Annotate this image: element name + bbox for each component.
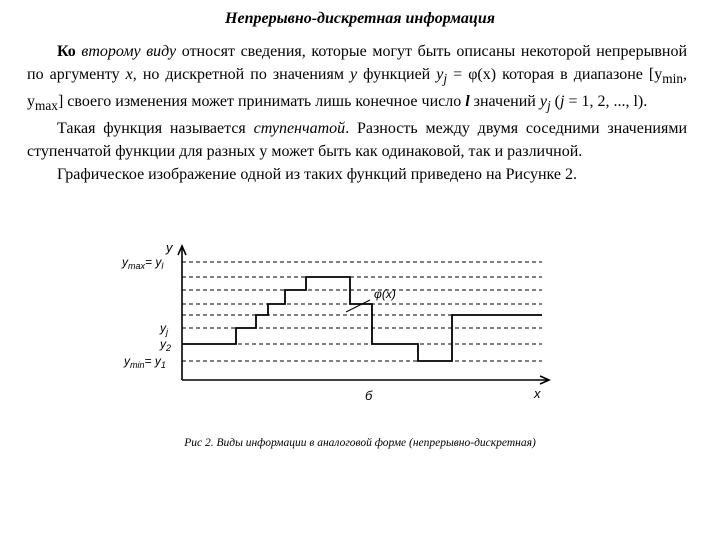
figure-sublabel: б [365,388,373,403]
label-yj: $y_j$ [160,321,168,337]
label-y2: $y_2$ [160,337,172,353]
step-function-line [182,277,542,361]
step-function-figure [120,240,560,415]
paragraph-1: Ко второму виду относят сведения, которые могут быть описаны некоторой непрерывной по аргументу x, но дискретной по значениям y функцией $y_j = \varphi(x)$ которая в диапазоне [$y_{min}$, $y_{max}$] своего изменения может принимать лишь конечное число l значений $y_j$ (j = 1, 2, ..., l). [27,43,688,114]
page-title: Непрерывно-дискретная информация [225,10,495,27]
paragraph-2: Такая функция называется ступенчатой. Разность между двумя соседними значениями ступенчатой функции для разных y может быть как одинаковой, так и различной. [27,120,688,161]
y-axis-label: y [166,240,173,255]
step-function-diagram [120,240,560,410]
body-text [27,40,687,186]
figure-caption: Рис 2. Виды информации в аналоговой форме (непрерывно-дискретная) [184,437,536,449]
label-ymin: $y_{min}= y_1$ [124,354,166,370]
level-grid [182,262,542,361]
x-axis-label: x [534,386,541,401]
level-labels [121,255,171,370]
label-ymax: $y_{max}= y_l$ [122,255,164,271]
phi-label: φ(x) [374,287,396,301]
paragraph-3: Графическое изображение одной из таких функций приведено на Рисунке 2. [57,166,578,184]
